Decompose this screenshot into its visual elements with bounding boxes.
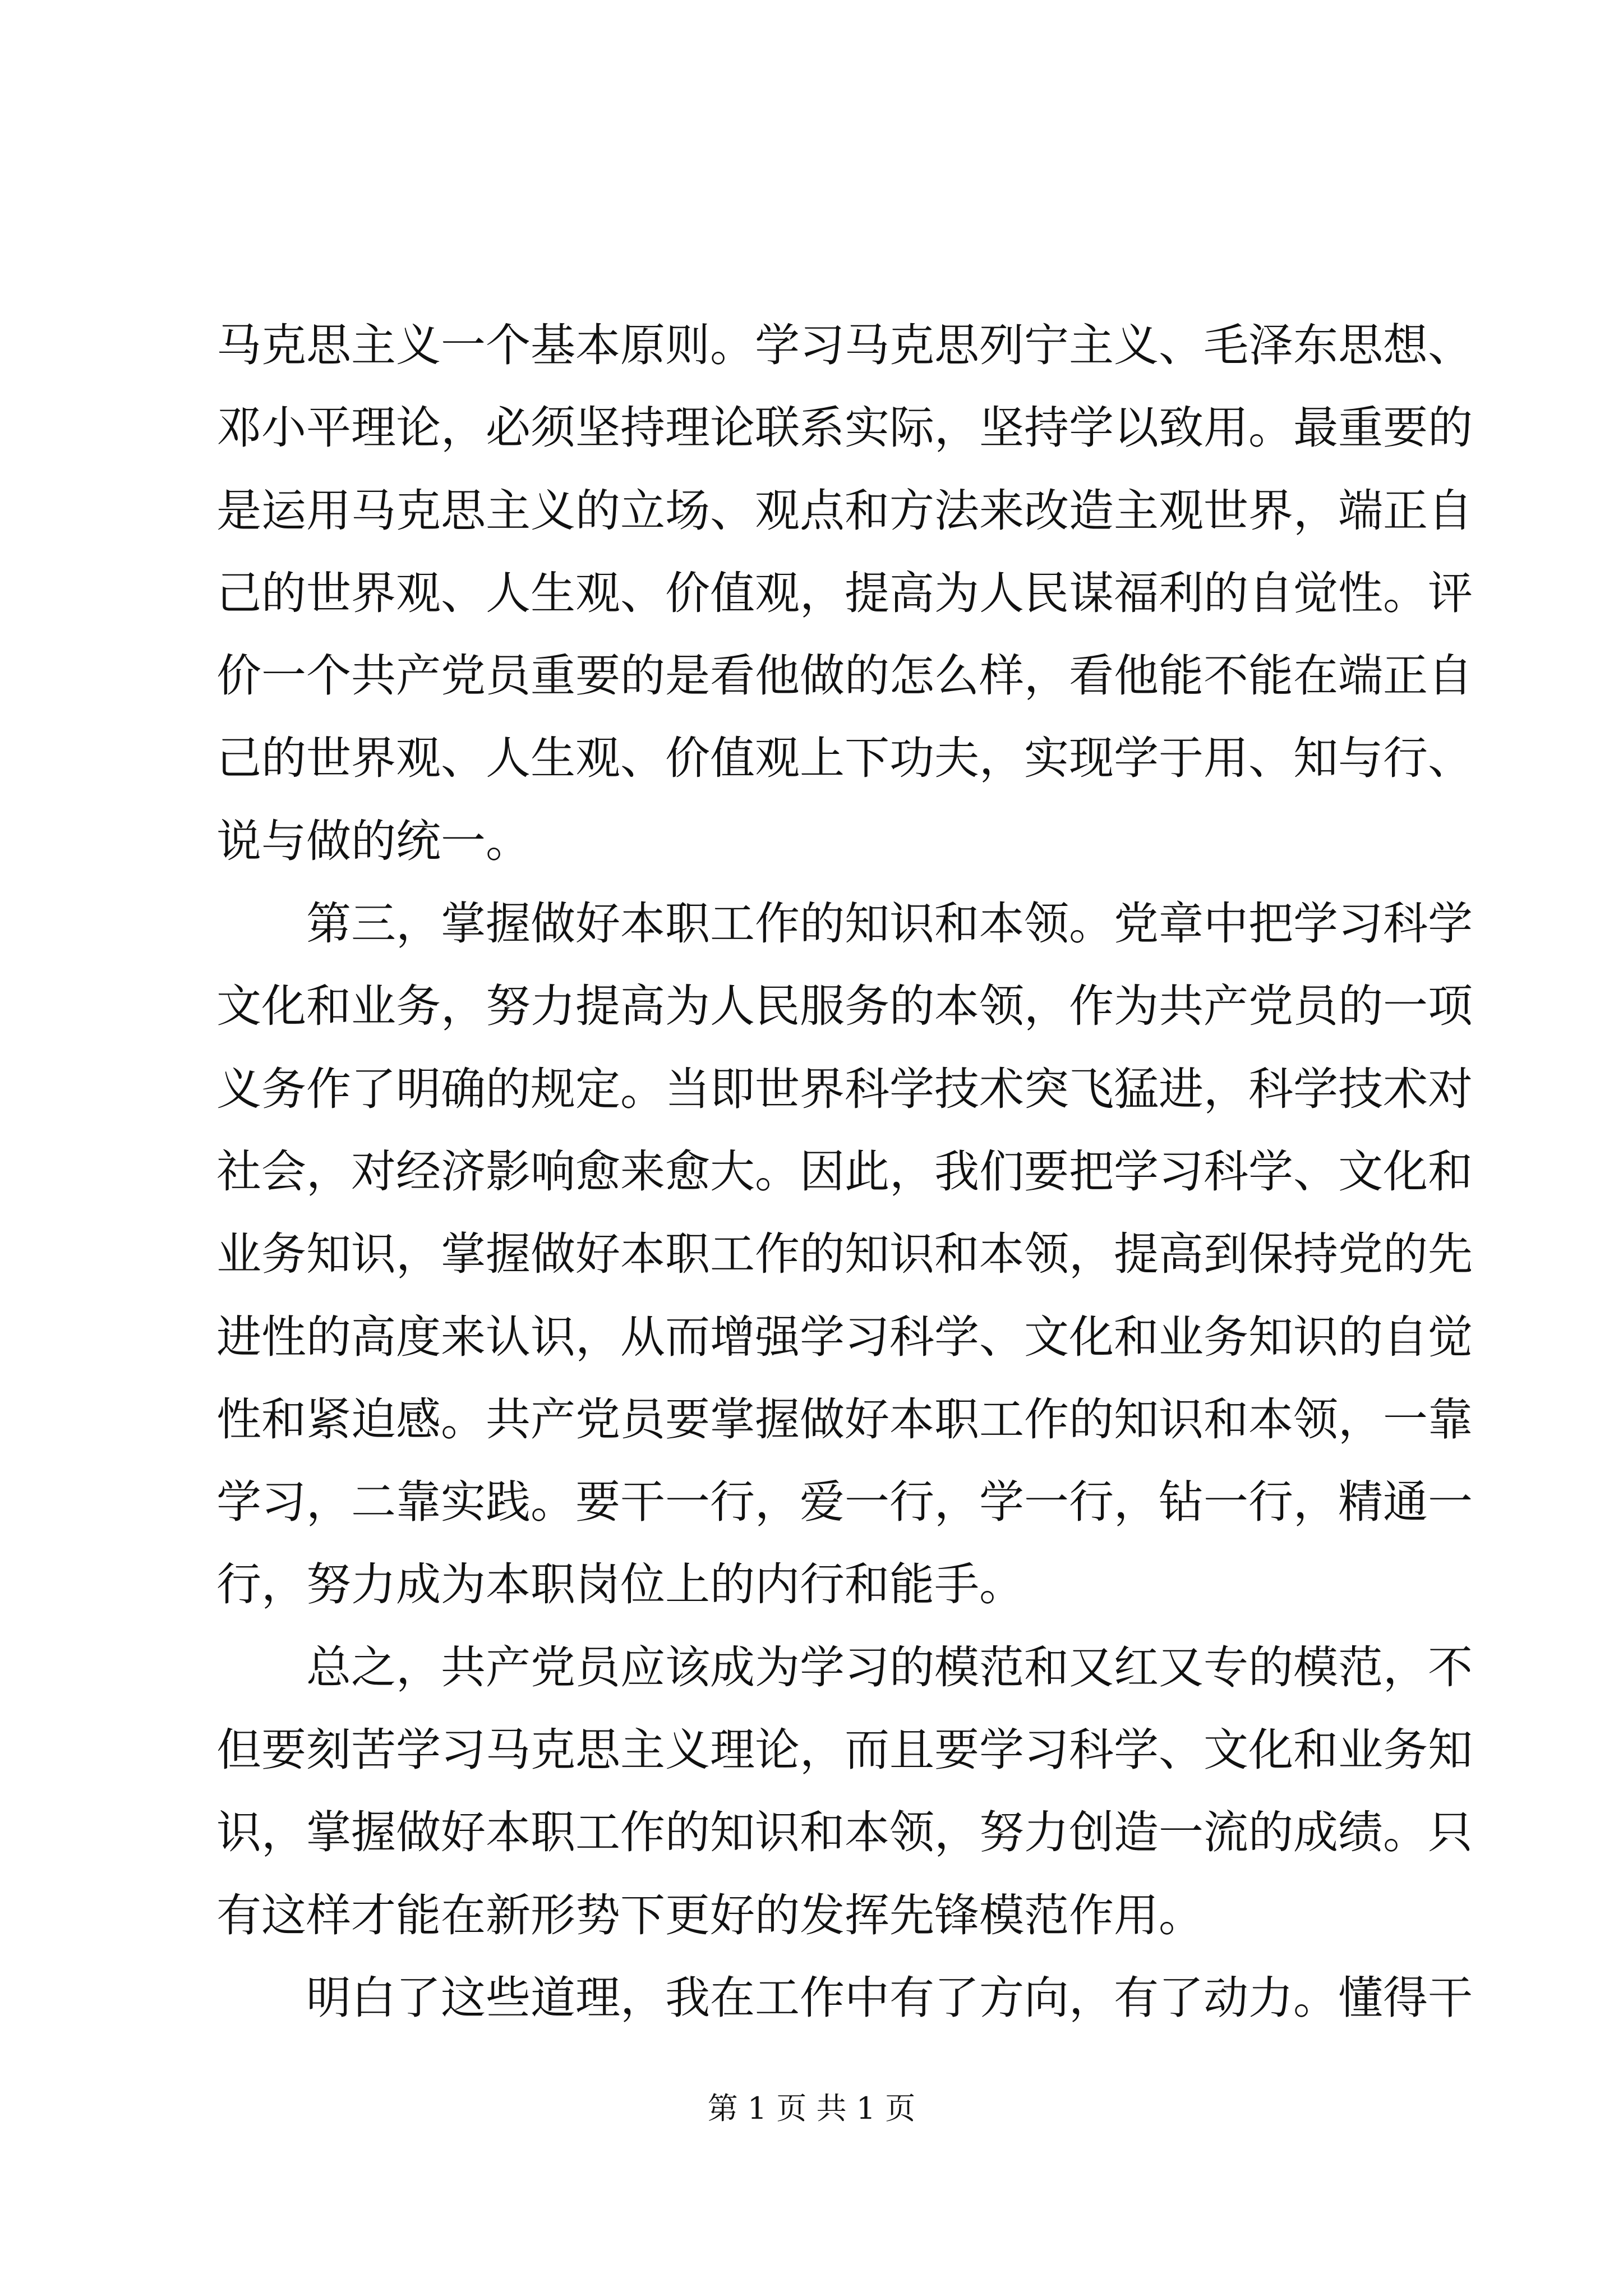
text-line: 社会，对经济影响愈来愈大。因此，我们要把学习科学、文化和 — [216, 1145, 1473, 1198]
text-line: 是运用马克思主义的立场、观点和方法来改造主观世界，端正自 — [216, 484, 1473, 537]
text-line: 但要刻苦学习马克思主义理论，而且要学习科学、文化和业务知 — [216, 1724, 1473, 1777]
text-line: 第三，掌握做好本职工作的知识和本领。党章中把学习科学 — [306, 898, 1473, 950]
text-line: 行，努力成为本职岗位上的内行和能手。 — [216, 1558, 1024, 1611]
text-line: 己的世界观、人生观、价值观上下功夫，实现学于用、知与行、 — [216, 732, 1473, 785]
text-line: 学习，二靠实践。要干一行，爱一行，学一行，钻一行，精通一 — [216, 1476, 1473, 1529]
text-line: 义务作了明确的规定。当即世界科学技术突飞猛进，科学技术对 — [216, 1062, 1473, 1115]
text-line: 文化和业务，努力提高为人民服务的本领，作为共产党员的一项 — [216, 980, 1473, 1033]
text-line: 识，掌握做好本职工作的知识和本领，努力创造一流的成绩。只 — [216, 1806, 1473, 1859]
text-line: 性和紧迫感。共产党员要掌握做好本职工作的知识和本领，一靠 — [216, 1393, 1473, 1446]
text-line: 总之，共产党员应该成为学习的模范和又红又专的模范，不 — [306, 1641, 1473, 1694]
text-line: 进性的高度来认识，从而增强学习科学、文化和业务知识的自觉 — [216, 1310, 1473, 1363]
body-text — [216, 304, 1473, 2039]
text-line: 邓小平理论，必须坚持理论联系实际，坚持学以致用。最重要的 — [216, 402, 1473, 454]
text-line: 业务知识，掌握做好本职工作的知识和本领，提高到保持党的先 — [216, 1228, 1473, 1281]
text-line: 己的世界观、人生观、价值观，提高为人民谋福利的自觉性。评 — [216, 567, 1473, 619]
text-line: 价一个共产党员重要的是看他做的怎么样，看他能不能在端正自 — [216, 650, 1473, 702]
text-line: 有这样才能在新形势下更好的发挥先锋模范作用。 — [216, 1889, 1204, 1941]
text-line: 马克思主义一个基本原则。学习马克思列宁主义、毛泽东思想、 — [216, 319, 1473, 371]
text-line: 明白了这些道理，我在工作中有了方向，有了动力。懂得干 — [306, 1971, 1473, 2024]
page-footer: 第 1 页 共 1 页 — [707, 2091, 916, 2126]
text-line: 说与做的统一。 — [216, 815, 531, 867]
